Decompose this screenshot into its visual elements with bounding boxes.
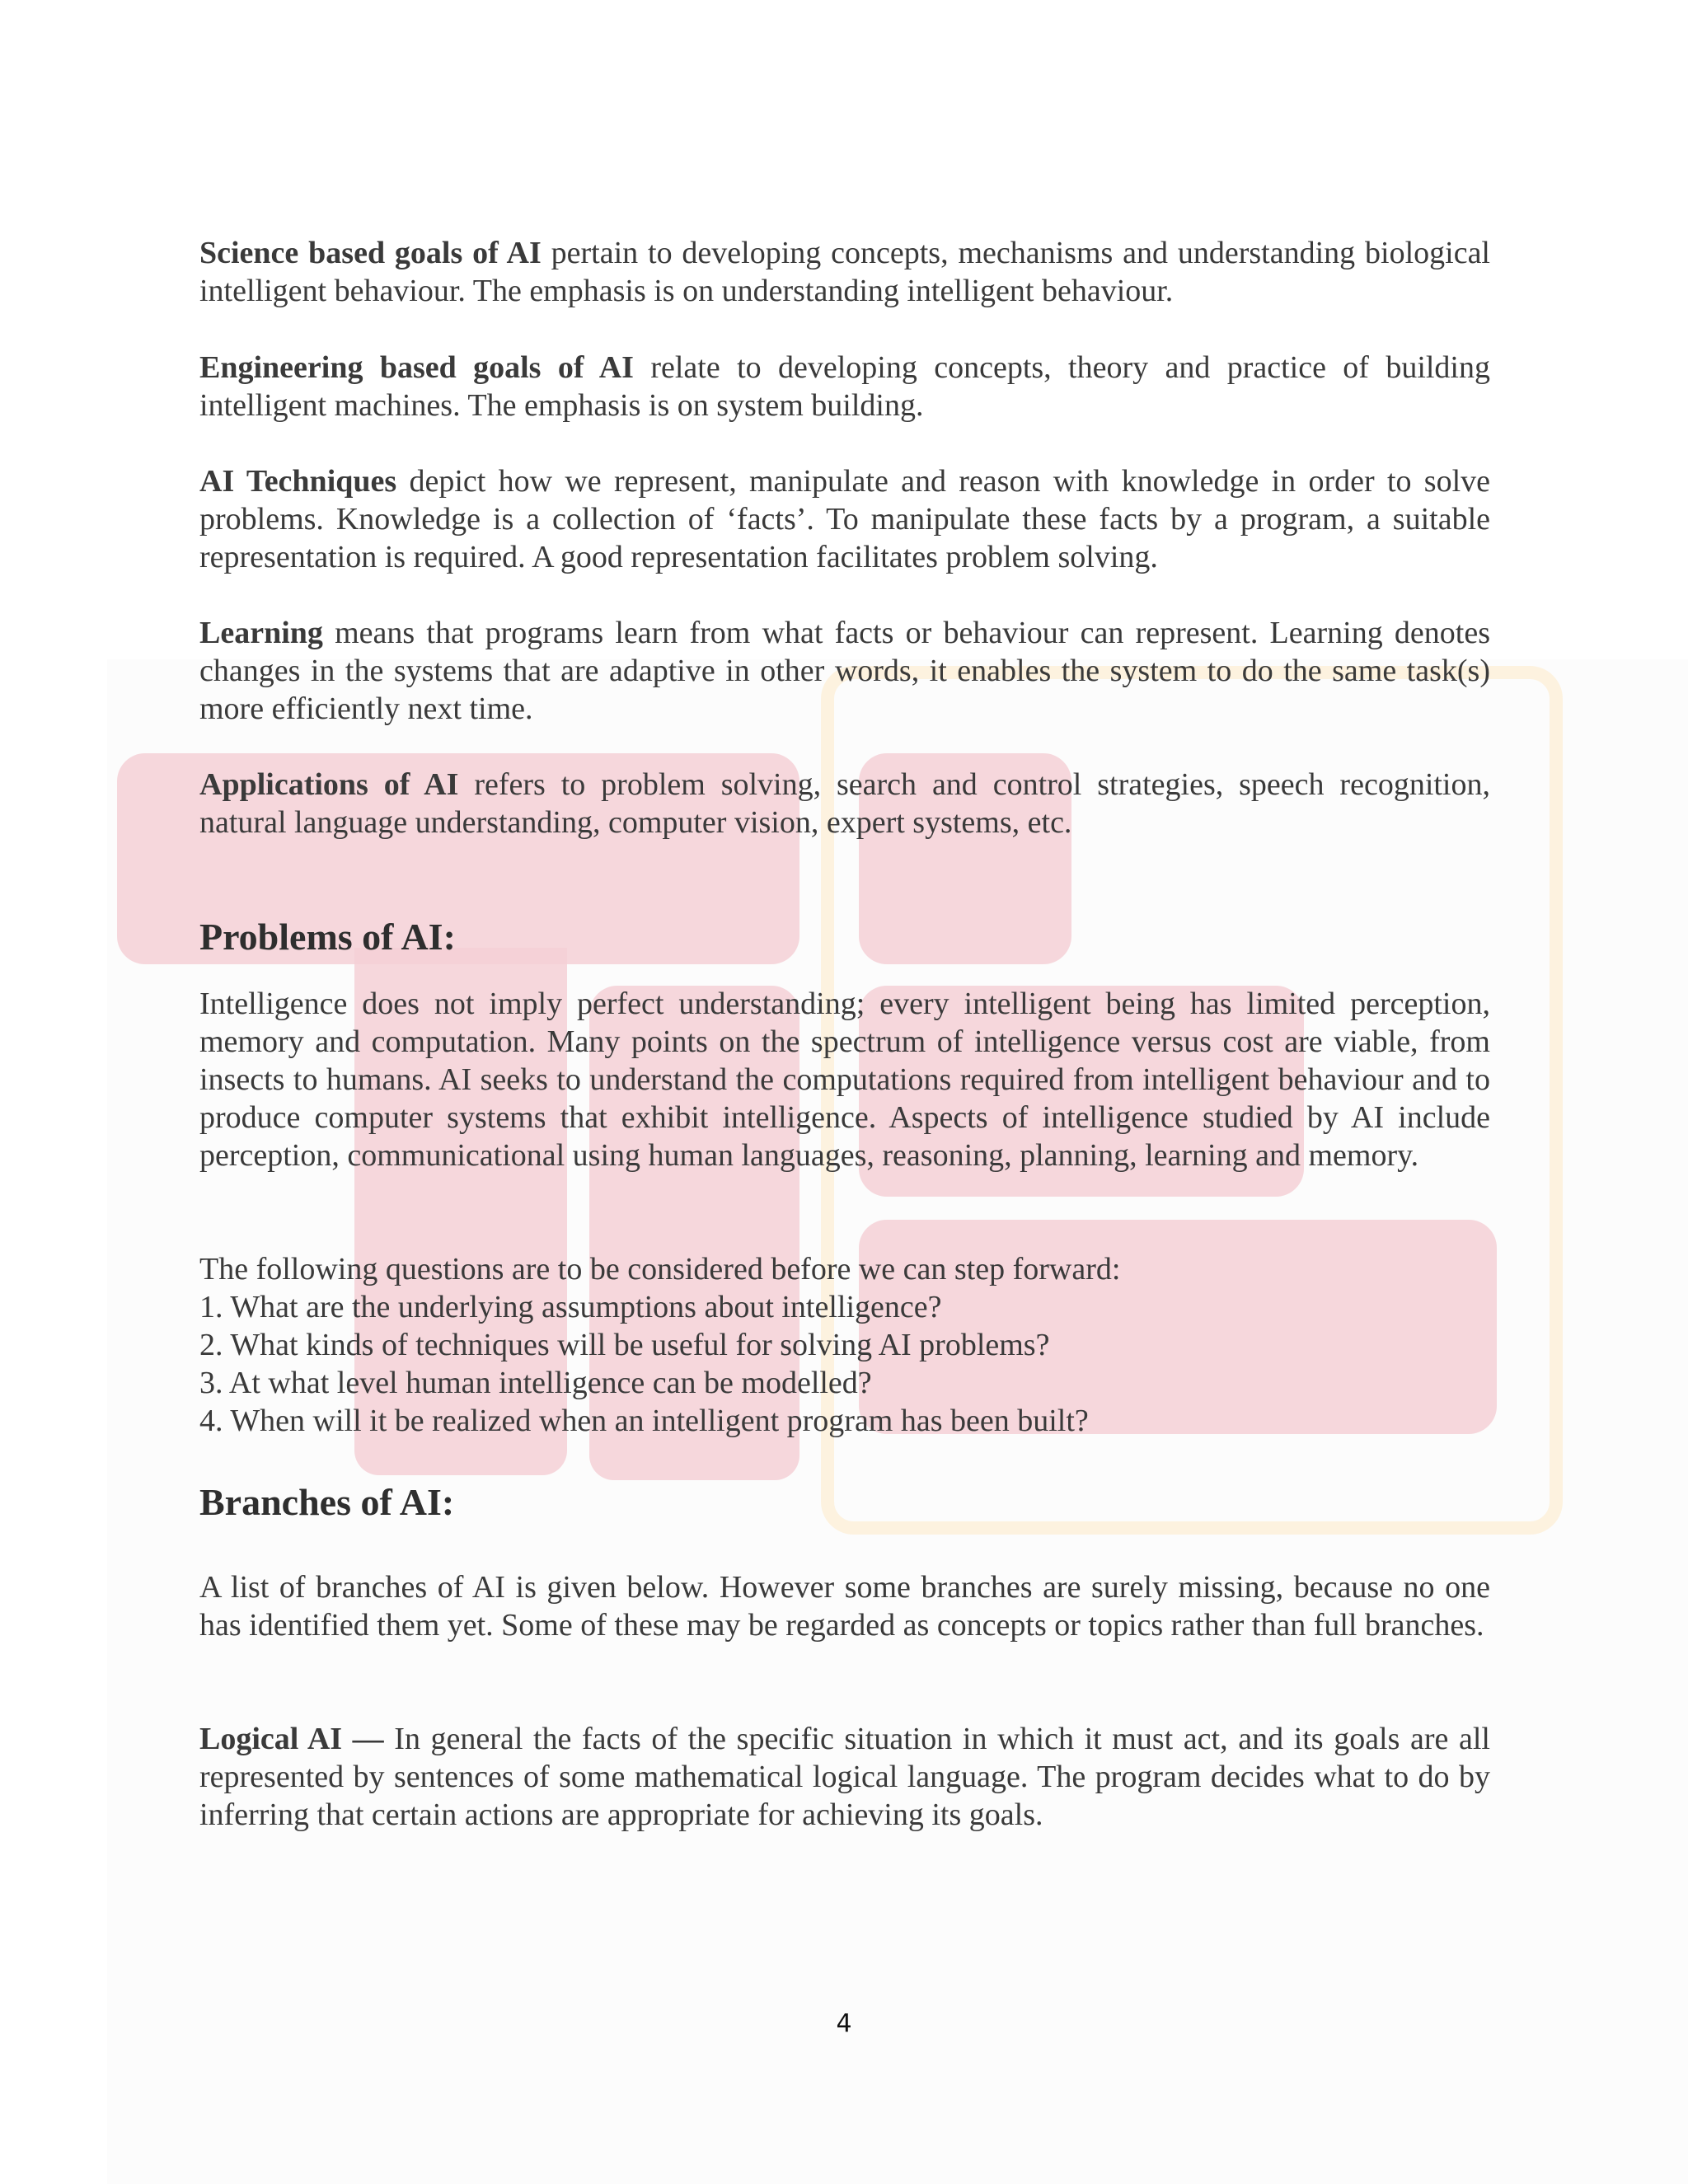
page-number: 4 [836, 2009, 852, 2038]
text-logical-ai: In general the facts of the specific situation in which it must act, and its goals are all represented by sentences of some mathematical logical language. The program decides what to do by inferring that certain actions are appropriate for achieving its goals. [199, 1722, 1490, 1832]
term-science-goals: Science based goals of AI [199, 236, 542, 270]
text-ai-techniques: depict how we represent, manipulate and reason with knowledge in order to solve problems. Knowledge is a collection of ‘facts’. To manipulate these facts by a program, a suitable representation is required. A good representation facilitates problem solving. [199, 464, 1491, 574]
term-learning: Learning [199, 616, 323, 650]
list-item: 1. What are the underlying assumptions about intelligence? [199, 1290, 942, 1324]
text-engineering-goals: relate to developing concepts, theory and practice of building intelligent machines. The emphasis is on system building. [199, 350, 1490, 423]
paragraph-branches-intro: A list of branches of AI is given below. However some branches are surely missing, because no one has identified them yet. Some of these may be regarded as concepts or topics rather than full branches. [199, 1570, 1490, 1643]
text-learning: means that programs learn from what facts or behaviour can represent. Learning denotes changes in the systems that are adaptive in other words, it enables the system to do the same task(s) more efficiently next time. [199, 616, 1490, 726]
term-applications: Applications of AI [199, 767, 459, 802]
list-item: 4. When will it be realized when an intelligent program has been built? [199, 1404, 1089, 1438]
text-applications: refers to problem solving, search and control strategies, speech recognition, natural language understanding, computer vision, expert systems, etc. [199, 767, 1490, 840]
term-engineering-goals: Engineering based goals of AI [199, 350, 634, 385]
paragraph-science-goals [199, 234, 1490, 310]
list-item: 3. At what level human intelligence can be modelled? [199, 1366, 872, 1400]
term-logical-ai: Logical AI — [199, 1722, 384, 1756]
paragraph-applications [199, 766, 1490, 841]
text-science-goals: pertain to developing concepts, mechanisms and understanding biological intelligent behaviour. The emphasis is on understanding intelligent behaviour. [199, 236, 1490, 308]
paragraph-ai-techniques [199, 462, 1490, 576]
paragraph-problems-intro: Intelligence does not imply perfect understanding; every intelligent being has limited perception, memory and computation. Many points on the spectrum of intelligence versus cost are viable, from insects to humans. AI seeks to understand the computations required from intelligent behaviour and to produce computer systems that exhibit intelligence. Aspects of intelligence studied by AI include perception, communicational using human languages, reasoning, planning, learning and memory. [199, 987, 1490, 1173]
paragraph-engineering-goals [199, 349, 1490, 424]
questions-lead: The following questions are to be considered before we can step forward: [199, 1252, 1121, 1286]
paragraph-learning [199, 614, 1490, 728]
paragraph-logical-ai [199, 1720, 1490, 1834]
heading-problems-of-ai: Problems of AI: [199, 916, 456, 958]
term-ai-techniques: AI Techniques [199, 464, 397, 499]
heading-branches-of-ai: Branches of AI: [199, 1481, 455, 1523]
list-item: 2. What kinds of techniques will be useful for solving AI problems? [199, 1328, 1050, 1362]
